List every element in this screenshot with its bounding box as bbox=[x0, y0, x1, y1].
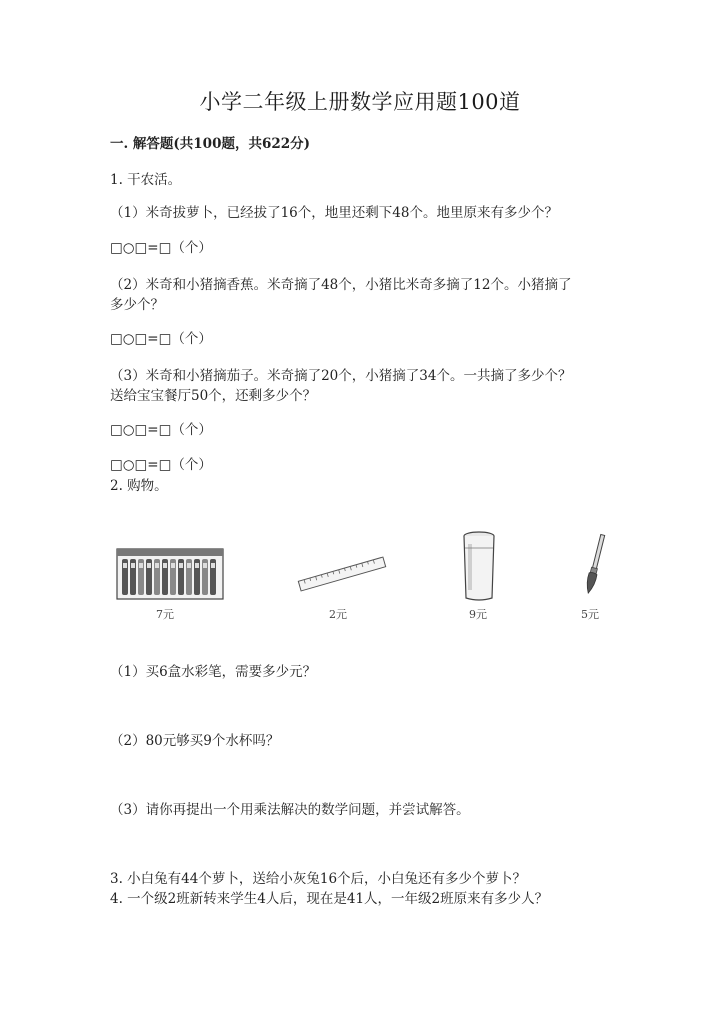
product-ruler bbox=[296, 556, 388, 596]
product-row bbox=[110, 528, 620, 628]
product-water-cup bbox=[462, 530, 496, 606]
section-heading: 一. 解答题(共100题，共622分) bbox=[110, 136, 311, 152]
q4-text: 4. 一个级2班新转来学生4人后，现在是41人，一年级2班原来有多少人？ bbox=[110, 891, 549, 907]
q2-part3-text: （3）请你再提出一个用乘法解决的数学问题，并尝试解答。 bbox=[110, 802, 470, 818]
brush-icon bbox=[582, 532, 608, 600]
q1-part1-text: （1）米奇拔萝卜，已经拔了16个，地里还剩下48个。地里原来有多少个？ bbox=[110, 205, 558, 221]
ruler-icon bbox=[296, 556, 388, 592]
price-brush: 5元 bbox=[581, 608, 599, 621]
price-ruler: 2元 bbox=[329, 608, 347, 621]
q2-label: 2. 购物。 bbox=[110, 478, 168, 494]
q1-part3-equation-1: □○□=□（个） bbox=[110, 422, 212, 438]
q1-part3-text-line1: （3）米奇和小猪摘茄子。米奇摘了20个，小猪摘了34个。一共摘了多少个？ bbox=[110, 368, 572, 384]
price-water-cup: 9元 bbox=[469, 608, 487, 621]
product-watercolor-pens bbox=[116, 546, 226, 606]
q2-part1-text: （1）买6盒水彩笔，需要多少元？ bbox=[110, 664, 317, 680]
q1-part2-text-line2: 多少个？ bbox=[110, 297, 164, 313]
q1-part3-equation-2: □○□=□（个） bbox=[110, 457, 212, 473]
page-title: 小学二年级上册数学应用题100道 bbox=[199, 90, 521, 114]
price-watercolor-pens: 7元 bbox=[156, 608, 174, 621]
q1-part3-text-line2: 送给宝宝餐厅50个，还剩多少个？ bbox=[110, 388, 317, 404]
q1-label: 1. 干农活。 bbox=[110, 172, 182, 188]
watercolor-pens-box-icon bbox=[116, 546, 226, 602]
q3-text: 3. 小白兔有44个萝卜，送给小灰兔16个后，小白兔还有多少个萝卜？ bbox=[110, 871, 527, 887]
product-brush bbox=[582, 532, 608, 604]
q2-part2-text: （2）80元够买9个水杯吗？ bbox=[110, 733, 280, 749]
q1-part1-equation: □○□=□（个） bbox=[110, 240, 212, 256]
q1-part2-equation: □○□=□（个） bbox=[110, 331, 212, 347]
water-cup-icon bbox=[462, 530, 496, 602]
q1-part2-text-line1: （2）米奇和小猪摘香蕉。米奇摘了48个，小猪比米奇多摘了12个。小猪摘了 bbox=[110, 277, 572, 293]
